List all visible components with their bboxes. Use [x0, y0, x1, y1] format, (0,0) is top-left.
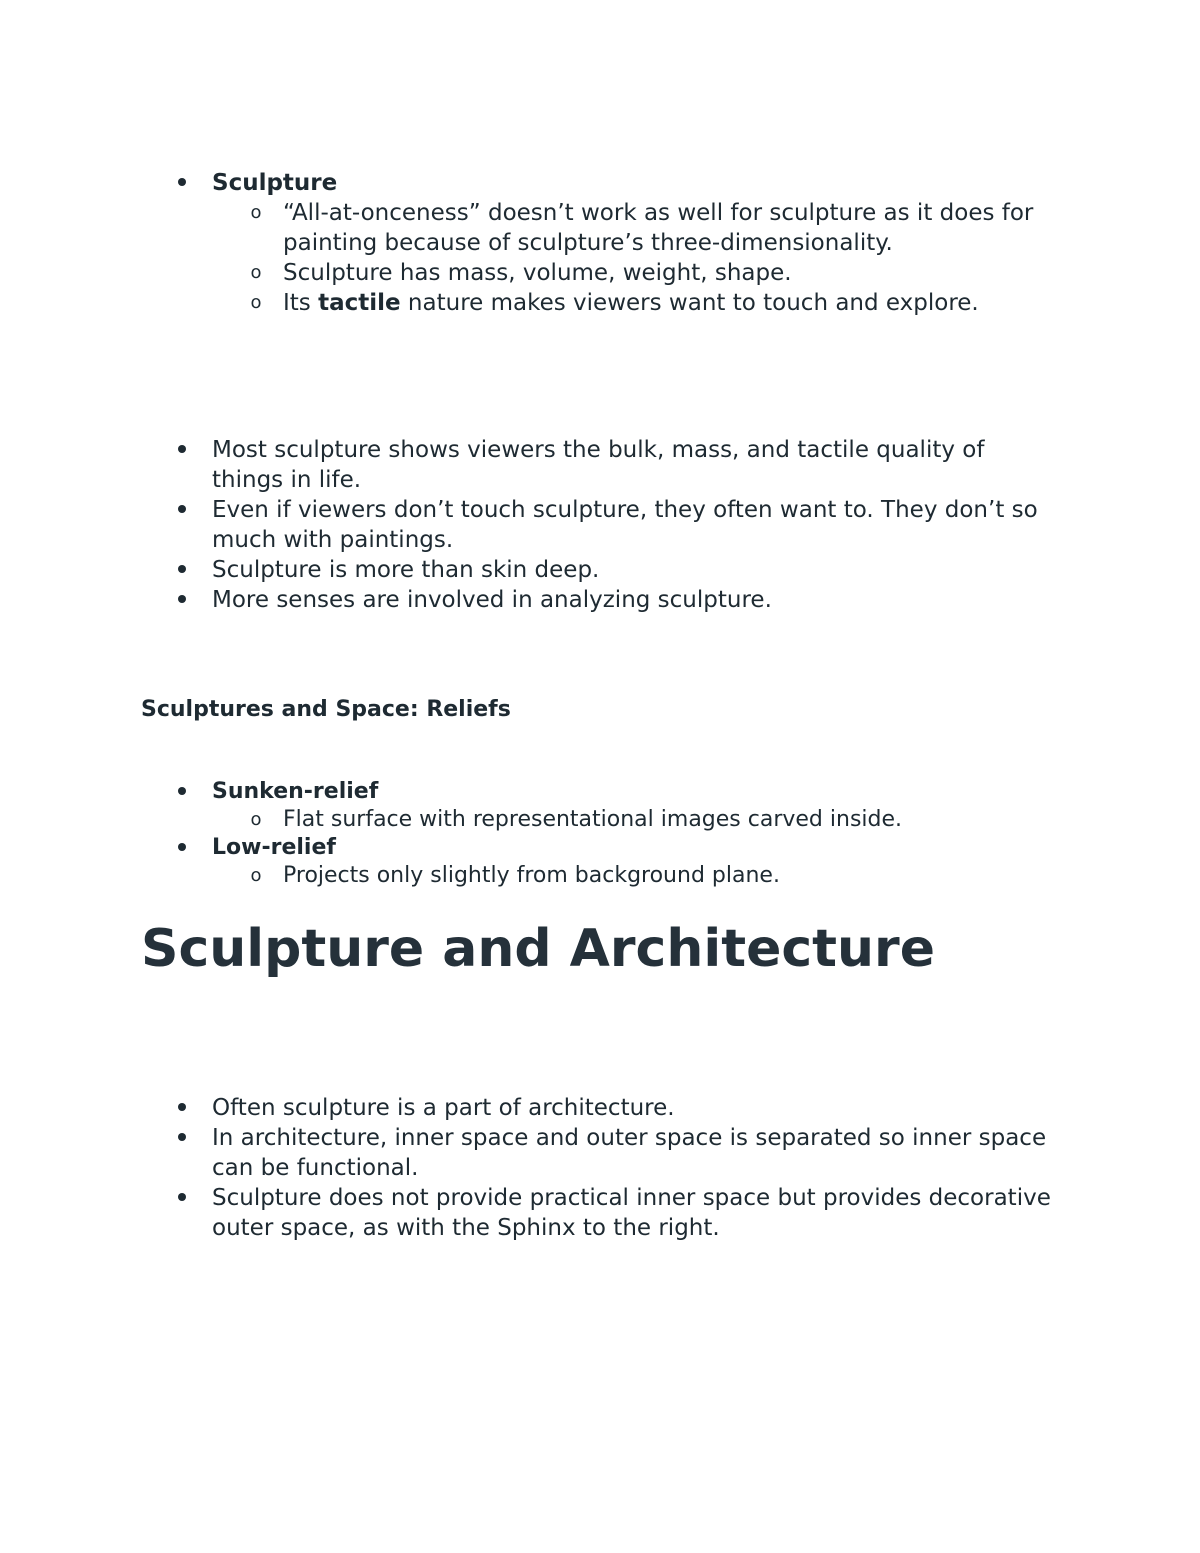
- list-item-text: Sculpture is more than skin deep.: [212, 557, 600, 583]
- list-item-text: More senses are involved in analyzing sculpture.: [212, 587, 772, 613]
- bullet-icon: [170, 1183, 194, 1213]
- sculpture-list: [0, 168, 1200, 318]
- bullet-icon: [170, 495, 194, 525]
- relief-detail: Flat surface with representational images carved inside.: [283, 807, 903, 832]
- circle-bullet-icon: o: [250, 865, 262, 886]
- architecture-heading: Sculpture and Architecture: [141, 919, 935, 979]
- circle-bullet-icon: o: [250, 292, 262, 313]
- sub-list-item: [0, 258, 1063, 288]
- list-item-text: Often sculpture is a part of architecture.: [212, 1095, 675, 1121]
- circle-bullet-icon: o: [250, 262, 262, 283]
- relief-label: Sunken-relief: [212, 779, 379, 804]
- list-item: [0, 555, 1062, 585]
- reliefs-list: [0, 778, 1200, 890]
- list-item: [0, 1123, 1062, 1183]
- sub-list-item: [0, 198, 1063, 258]
- relief-label: Low-relief: [212, 835, 336, 860]
- tactile-term: tactile: [318, 290, 401, 316]
- list-item: [0, 778, 1062, 806]
- list-item-text: Sculpture does not provide practical inner space but provides decorative outer space, as with the Sphinx to the right.: [212, 1185, 1051, 1241]
- list-item: [0, 168, 1062, 198]
- reliefs-heading: Sculptures and Space: Reliefs: [141, 697, 511, 722]
- list-item: [0, 834, 1062, 862]
- list-item-text: In architecture, inner space and outer space is separated so inner space can be functional.: [212, 1125, 1047, 1181]
- bullet-icon: [170, 435, 194, 465]
- sculpture-facts-list: [0, 435, 1200, 615]
- sub-list-item: [0, 806, 1063, 834]
- list-item: [0, 1093, 1062, 1123]
- list-item: [0, 435, 1062, 495]
- list-item: [0, 1183, 1062, 1243]
- sub-list-item: [0, 288, 1063, 318]
- sub-item-text: Sculpture has mass, volume, weight, shape.: [283, 260, 792, 286]
- sub-list-item: [0, 862, 1063, 890]
- list-item-text: Most sculpture shows viewers the bulk, mass, and tactile quality of things in life.: [212, 437, 985, 493]
- circle-bullet-icon: o: [250, 202, 262, 223]
- list-item-text: Even if viewers don’t touch sculpture, they often want to. They don’t so much with paintings.: [212, 497, 1038, 553]
- sub-item-text-before: Its: [283, 290, 319, 316]
- bullet-icon: [170, 168, 194, 198]
- architecture-list: [0, 1093, 1200, 1243]
- sub-item-text: “All-at-onceness” doesn’t work as well for sculpture as it does for painting because of sculpture’s three-dimensionality.: [283, 200, 1034, 256]
- bullet-icon: [170, 585, 194, 615]
- bullet-icon: [170, 555, 194, 585]
- bullet-icon: [170, 778, 194, 806]
- sub-item-text-after: nature makes viewers want to touch and explore.: [400, 290, 979, 316]
- circle-bullet-icon: o: [250, 809, 262, 830]
- sculpture-heading: Sculpture: [212, 170, 338, 196]
- list-item: [0, 495, 1062, 555]
- list-item: [0, 585, 1062, 615]
- relief-detail: Projects only slightly from background plane.: [283, 863, 780, 888]
- bullet-icon: [170, 1123, 194, 1153]
- bullet-icon: [170, 834, 194, 862]
- bullet-icon: [170, 1093, 194, 1123]
